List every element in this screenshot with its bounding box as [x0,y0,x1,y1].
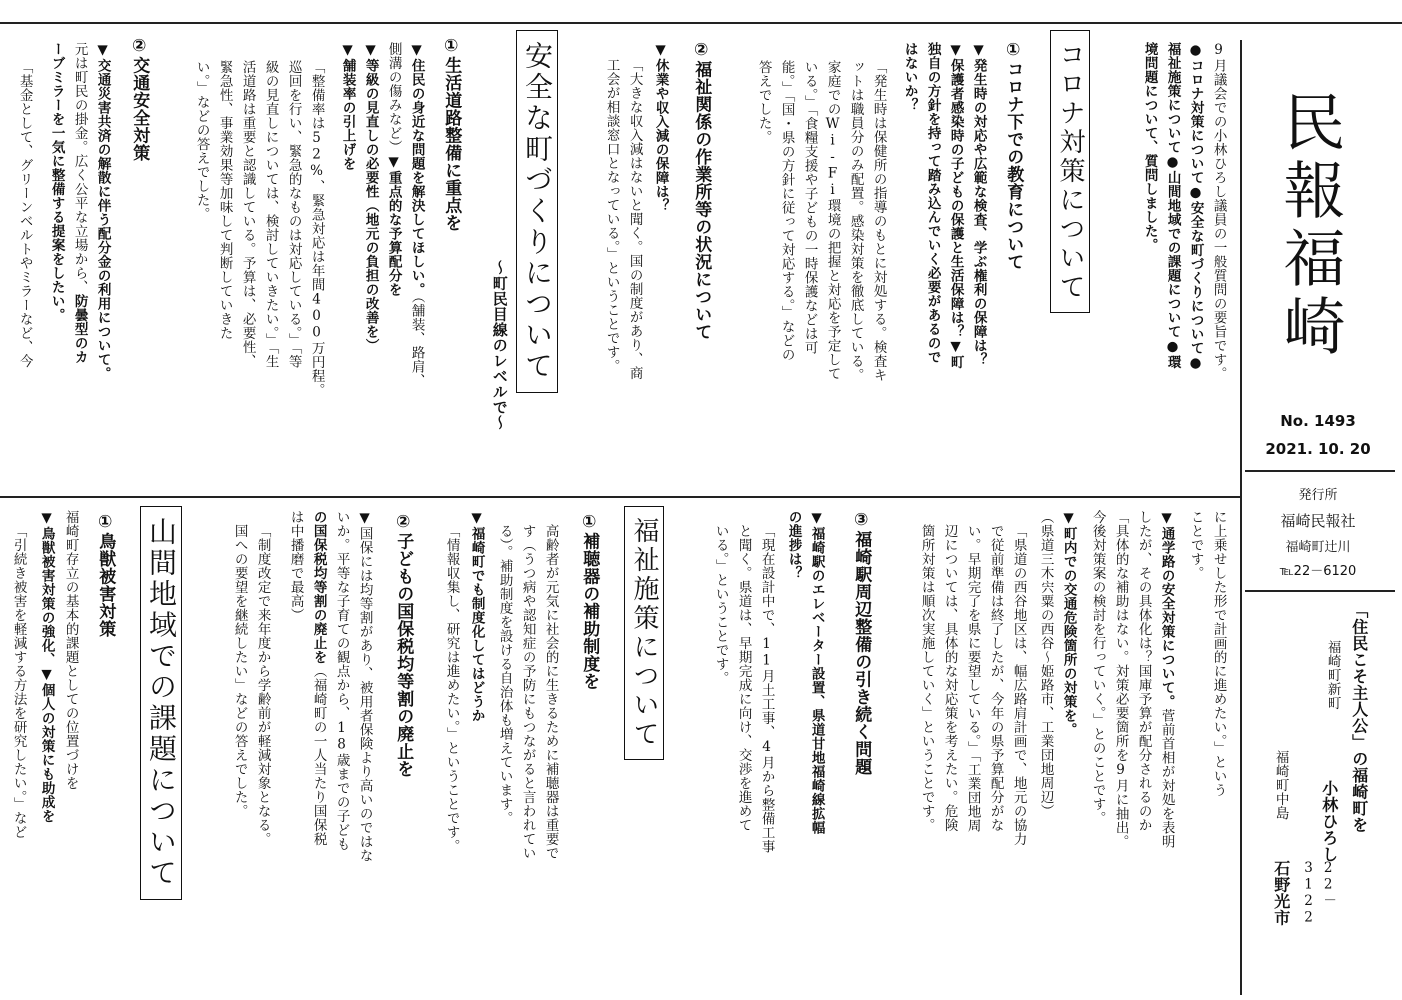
cont-q3b: の進捗は？ [785,510,802,580]
anzen-a2: 巡回を行い、緊急的なものは対応している。」「等 [285,60,302,369]
anzen-q1: ▼住民の身近な問題を解決してほしい。 [408,42,425,297]
cont-q1b: 菅前首相が対処を表明 [1158,708,1175,849]
slogan-main: 「住民こそ主人公」の福崎町を [1349,602,1369,833]
anzen-q3: ▼等級の見直しの必要性 [362,42,379,199]
corona-a4: いる。」「食糧支援や子どもの一時保護などは可 [801,60,818,355]
slogan-person2-address: 福崎町中島 [1272,750,1289,820]
masthead-rule-2 [1245,590,1395,592]
anzen-subtitle: ～町民目線のレベルで～ [490,260,509,431]
anzen-a7-line [69,42,89,492]
top-border [0,22,1402,24]
fukushi-l9: 「制度改定で来年度から学齢前が軽減対象となる。 [254,524,271,846]
anzen-q1b: （舗装、路肩、 [408,296,425,388]
corona-a8: 工会が相談窓口となっている。」ということです。 [603,58,620,374]
heading-anzen: 安全な町づくりについて [516,30,558,393]
anzen-a3: 級の見直しについては、検討していきたい。」「生 [262,60,279,369]
corona-q3: 独自の方針を持って踏み込んでいく必要があるので [924,42,941,364]
anzen-a4: 活道路は重要と認識している。予算は、必要性、 [239,60,256,368]
publisher-name: 福崎民報社 [1280,512,1356,530]
fukushi-sub1: ①補聴器の補助制度を [579,512,600,690]
anzen-a7b: 防曇型のカ [71,294,88,364]
intro-line-3: 福祉施策について●山間地域での課題について●環 [1164,42,1181,369]
anzen-q2: 側溝の傷みなど） [385,42,402,154]
corona-a6: 答えでした。 [755,60,772,144]
corona-q5: ▼休業や収入減の保障は？ [652,42,669,213]
fukushi-l3: る）。補助制度を設ける自治体も増えています。 [496,524,513,826]
masthead-title: 民報福崎 [1273,90,1346,362]
fukushi-l8: は中播磨で最高） [287,510,304,622]
cont-l4: 「具体的な補助はない。対策必要箇所を9月に抽出。 [1112,510,1129,849]
anzen-q2-line [383,42,403,492]
corona-q1: ▼発生時の対応や広範な検査、学ぶ権利の保障は？ [970,42,987,367]
sankan-l1: 福崎町存立の基本的課題としての位置づけを [62,510,79,790]
cont-l10: 辺については、具体的な対応策を考えたい。危険 [941,524,958,832]
anzen-a1: 「整備率は52%、緊急対応は年間400万円程。 [308,60,325,397]
corona-sub1: ①コロナ下での教育について [1003,40,1024,271]
intro-line-4: 境問題について、質問しました。 [1141,42,1158,252]
cont-l11: 箇所対策は順次実施していく」ということです。 [918,524,935,832]
cont-l7: 「県道の西谷地区は、幅広路肩計画で、地元の協力 [1010,524,1027,846]
corona-a1: 「発生時は保健所の指導のもとに対処する。検査キ [870,60,887,382]
sankan-l2: 「引続き被害を軽減する方法を研究したい。」など [10,524,27,840]
anzen-a8: ーブミラーを一気に整備する提案をしたい。 [48,42,65,322]
cont-q1: ▼通学路の安全対策について。 [1158,510,1175,709]
publisher-label: 発行所 [1298,488,1338,503]
slogan-person1-address: 福崎町新町 [1324,640,1341,710]
sankan-sub1: ①鳥獣被害対策 [95,512,116,638]
anzen-a7: 元は町民の掛金。広く公平な立場から、 [71,42,88,294]
cont-q1-line [1156,510,1176,980]
corona-a3: 家庭でのWi-Fi環境の把握と対応を予定して [824,60,841,381]
anzen-a9: 「基金として、グリーンベルトやミラーなど、今 [16,60,33,368]
masthead-rule-1 [1245,470,1395,472]
cont-q3: ▼福崎駅のエレベーター設置、県道甘地福崎線拡幅 [808,510,825,835]
heading-fukushi: 福祉施策について [624,506,664,760]
corona-a7: 「大きな収入減はないと聞く。国の制度があり、商 [626,58,643,380]
intro-line-1: 9月議会での小林ひろし議員の一般質問の要旨です。 [1210,42,1227,381]
anzen-q4: ▼舗装率の引上げを [339,42,356,171]
publisher-address: 福崎町辻川 [1285,540,1351,555]
anzen-sub1: ①生活道路整備に重点を [441,36,462,232]
cont-l14: いる。」ということです。 [712,524,729,686]
cont-l3: したが、その具体化は？国庫予算が配分されるのか [1135,510,1152,832]
cont-l12: 「現在設計中で、11月土工事、4月から整備工事 [758,524,775,854]
corona-q2: ▼保護者感染時の子どもの保護と生活保障は？▼町 [947,42,964,369]
cont-l8: で従前準備は終了したが、今年の県予算配分がな [987,524,1004,832]
issue-number: No. 1493 [1280,412,1356,430]
fukushi-l5: ▼国保には均等割があり、被用者保険より高いのではな [356,510,373,863]
slogan-person1-name: 小林ひろし [1319,780,1339,863]
intro-line-2: ●コロナ対策について●安全な町づくりについて● [1187,42,1204,372]
corona-sub2: ②福祉関係の作業所等の状況について [691,40,712,341]
fukushi-l6-line [331,510,351,980]
fukushi-sub2: ②子どもの国保税均等割の廃止を [393,512,414,778]
heading-sankan: 山間地域での課題について [140,506,182,900]
cont-l13: と聞く。県道は、早期完成に向け、交渉を進めて [735,524,752,832]
cont-sub3: ③福崎駅周辺整備の引き続く問題 [851,510,872,776]
fukushi-l2: す（うつ病や認知症の予防にもつながると言われてい [519,524,536,860]
anzen-q3-line [360,42,380,492]
corona-a5: 能。」「国・県の方針に従って対応する。」などの [778,60,795,362]
fukushi-l10: 国への要望を継続したい」などの答えでした。 [231,524,248,818]
fukushi-l7b: （福崎町の一人当たり国保税 [310,664,327,846]
anzen-q1-line [406,42,426,492]
corona-q4: はないか？ [901,42,918,112]
fukushi-l4: 「情報収集し、研究は進めたい。」ということです。 [443,524,460,854]
mid-divider [0,496,1240,498]
fukushi-l6: いか。平等な子育ての観点から、18歳までの子ども [333,510,350,851]
cont-l5: 今後対策案の検討を行っていく。」とのことです。 [1089,510,1106,826]
anzen-a5: 緊急性、事業効果等加味して判断していきた [216,60,233,340]
anzen-q3b: （地元の負担の改善を） [362,198,379,353]
publisher-tel: ℡22－6120 [1279,564,1357,579]
fukushi-l7: の国保税均等割の廃止を [310,510,327,664]
issue-date: 2021. 10. 20 [1265,440,1371,458]
slogan-person1-tel: 22－3122 [1300,860,1337,926]
cont-l9: い。早期完了を県に要望している。」「工業団地周 [964,524,981,833]
anzen-q5: ▼交通災害共済の解散に伴う配分金の利用について。 [94,42,111,381]
fukushi-l7-line [308,510,328,980]
heading-corona: コロナ対策について [1050,30,1090,313]
anzen-sub2: ②交通安全対策 [129,36,150,162]
fukushi-q1: ▼福崎町でも制度化してはどうか [468,510,485,723]
cont-l2: ことです。 [1187,510,1204,580]
cont-q2: ▼町内での交通危険箇所の対策を。 [1060,510,1077,737]
cont-l6: （県道三木宍粟の西谷～姫路市、工業団地周辺） [1037,510,1054,818]
corona-a2: ットは職員分のみ配置。感染対策を徹底している。 [847,60,864,382]
masthead-divider [1240,40,1242,995]
cont-l1: に上乗せした形で計画的に進めたい。」という [1210,510,1227,798]
sankan-q1: ▼鳥獣被害対策の強化、▼個人の対策にも助成を [38,510,55,823]
slogan-person2-name: 石野光市 [1271,860,1291,926]
anzen-q2b: ▼重点的な予算配分を [385,154,402,297]
fukushi-l1: 高齢者が元気に社会的に生きるために補聴器は重要で [542,524,559,860]
anzen-a6: い。」などの答えでした。 [193,60,210,222]
